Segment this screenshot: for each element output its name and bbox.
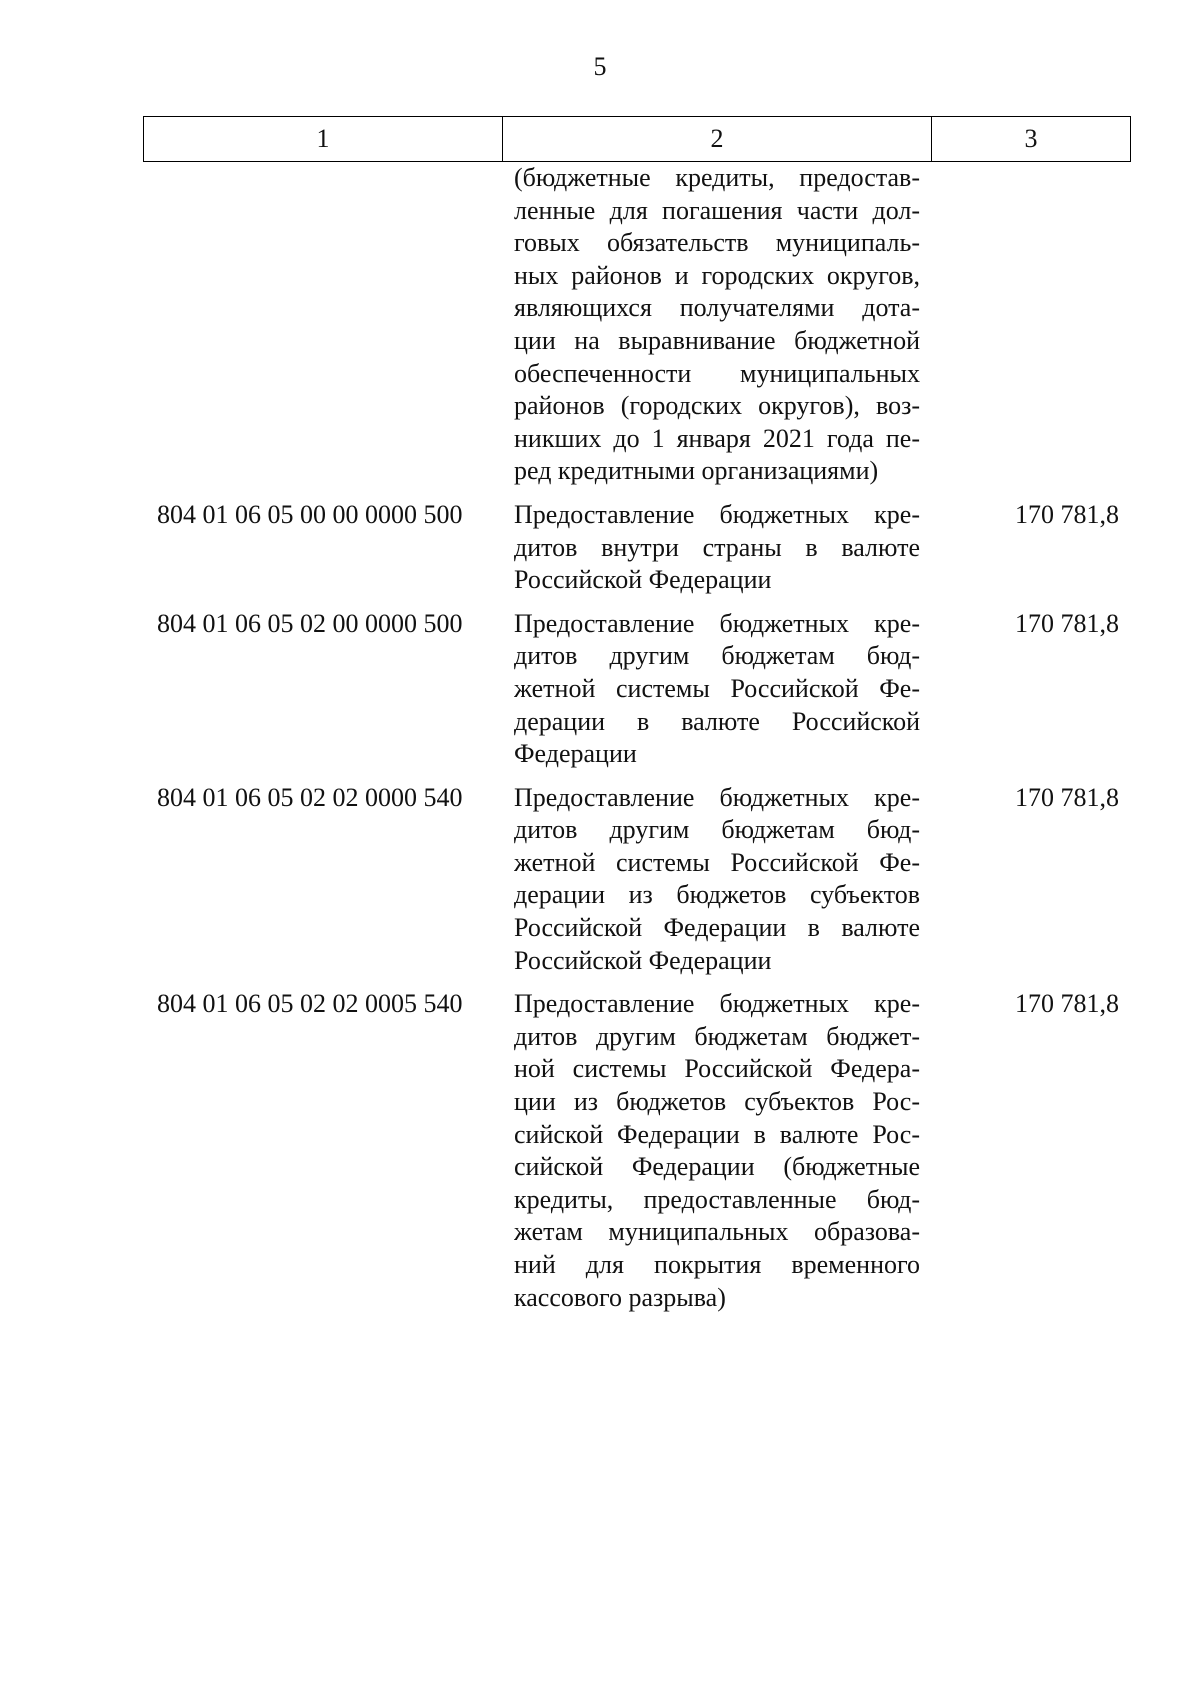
description-line: жетам муниципальных образова- <box>514 1217 920 1247</box>
description-line: являющихся получателями дота- <box>514 293 920 323</box>
table-row <box>143 988 1131 1314</box>
description-line: дерации в валюте Российской <box>514 706 920 736</box>
description-line: жетной системы Российской Фе- <box>514 673 920 703</box>
description-line: Российской Федерации в валюте <box>514 913 920 943</box>
row-description <box>502 988 931 1314</box>
table-row <box>143 162 1131 488</box>
table-body <box>143 162 1131 1314</box>
row-description <box>502 782 931 978</box>
description-line: Предоставление бюджетных кре- <box>514 989 920 1019</box>
description-line: ленные для погашения части дол- <box>514 195 920 225</box>
page-number: 5 <box>593 52 607 81</box>
table-row <box>143 782 1131 978</box>
table-row <box>143 499 1131 597</box>
description-line: дитов другим бюджетам бюд- <box>514 815 920 845</box>
row-description <box>502 608 931 771</box>
description-line: кредиты, предоставленные бюд- <box>514 1184 920 1214</box>
description-line: Предоставление бюджетных кре- <box>514 782 920 812</box>
description-line: ции на выравнивание бюджетной <box>514 325 920 355</box>
description-line: Российской Федерации <box>514 945 772 975</box>
description-line: никших до 1 января 2021 года пе- <box>514 423 920 453</box>
row-amount: 170 781,8 <box>1015 499 1119 529</box>
description-line: ред кредитными организациями) <box>514 456 879 486</box>
description-line: дитов другим бюджетам бюд- <box>514 641 920 671</box>
row-description <box>502 162 931 488</box>
table-row <box>143 608 1131 771</box>
table-header <box>143 116 1131 162</box>
row-code: 804 01 06 05 02 00 0000 500 <box>157 608 463 638</box>
description-line: ной системы Российской Федера- <box>514 1054 920 1084</box>
description-line: говых обязательств муниципаль- <box>514 228 920 258</box>
description-line: Российской Федерации <box>514 565 772 595</box>
row-amount: 170 781,8 <box>1015 608 1119 638</box>
row-description <box>502 499 931 597</box>
description-line: кассового разрыва) <box>514 1282 726 1312</box>
header-col-1: 1 <box>144 117 503 161</box>
row-amount: 170 781,8 <box>1015 782 1119 812</box>
row-amount: 170 781,8 <box>1015 989 1119 1019</box>
description-line: ции из бюджетов субъектов Рос- <box>514 1087 920 1117</box>
row-code: 804 01 06 05 02 02 0005 540 <box>157 989 463 1019</box>
row-code: 804 01 06 05 00 00 0000 500 <box>157 499 463 529</box>
description-line: сийской Федерации (бюджетные <box>514 1152 920 1182</box>
description-line: дерации из бюджетов субъектов <box>514 880 920 910</box>
description-line: районов (городских округов), воз- <box>514 391 920 421</box>
description-line: жетной системы Российской Фе- <box>514 847 920 877</box>
row-amount <box>931 162 1131 488</box>
description-line: обеспеченности муниципальных <box>514 358 920 388</box>
description-line: (бюджетные кредиты, предостав- <box>514 163 920 192</box>
header-col-2: 2 <box>503 117 932 161</box>
description-line: сийской Федерации в валюте Рос- <box>514 1119 920 1149</box>
description-line: ных районов и городских округов, <box>514 260 920 290</box>
description-line: Федерации <box>514 739 637 769</box>
description-line: дитов внутри страны в валюте <box>514 532 920 562</box>
header-col-3: 3 <box>1024 124 1038 153</box>
description-line: Предоставление бюджетных кре- <box>514 499 920 529</box>
description-line: ний для покрытия временного <box>514 1250 920 1279</box>
description-line: дитов другим бюджетам бюджет- <box>514 1021 920 1051</box>
description-line: Предоставление бюджетных кре- <box>514 608 920 638</box>
row-code <box>143 162 502 488</box>
row-code: 804 01 06 05 02 02 0000 540 <box>157 782 463 812</box>
